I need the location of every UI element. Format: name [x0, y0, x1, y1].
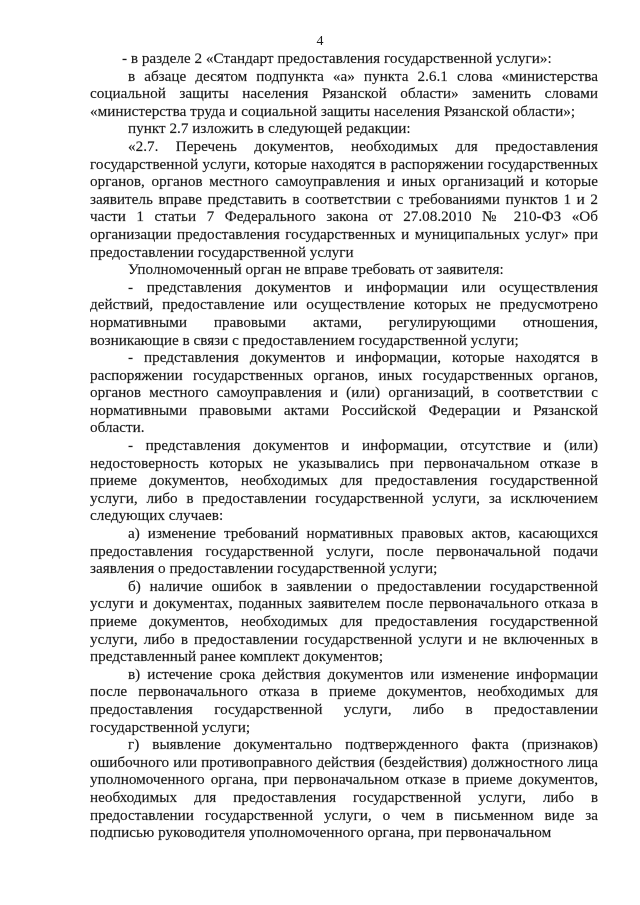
- paragraph-section-2-heading: - в разделе 2 «Стандарт предоставления государственной услуги»:: [122, 50, 552, 67]
- paragraph-authority-restrictions: Уполномоченный орган не вправе требовать от заявителя:: [128, 261, 504, 279]
- paragraph-item-2: - представления документов и информации, которые находятся в распоряжении государственных органов, иных государственных органов, органов местного самоуправления и (или) организаций, в соответствии с нормативными правовыми актами Российской Федерации и Рязанской области.: [90, 349, 598, 437]
- paragraph-case-g: г) выявление документально подтвержденного факта (признаков) ошибочного или противоправного действия (бездействия) должностного лица уполномоченного органа, при первоначальном отказе в приеме документов, необходимых для предоставления государственной услуги, либо в предоставлении государственной услуги, о чем в письменном виде за подписью руководителя уполномоченного органа, при первоначальном: [90, 736, 598, 842]
- page-number: 4: [316, 34, 324, 49]
- paragraph-case-b: б) наличие ошибок в заявлении о предоставлении государственной услуги и документах, поданных заявителем после первоначального отказа в приеме документов, необходимых для предоставления государственной услуги, либо в предоставлении государственной услуги и не включенных в представленный ранее комплект документов;: [90, 577, 598, 666]
- paragraph-item-3: - представления документов и информации, отсутствие и (или) недостоверность которых не указывались при первоначальном отказе в приеме документов, необходимых для предоставления государственной услуги, либо в предоставлении государственной услуги, за исключением следующих случаев:: [90, 437, 598, 525]
- paragraph-2-7-text: «2.7. Перечень документов, необходимых для предоставления государственной услуги, которые находятся в распоряжении государственных органов, органов местного самоуправления и иных организаций и которые заявитель вправе представить в соответствии с требованиями пунктов 1 и 2 части 1 статьи 7 Федерального закона от 27.08.2010 № 210-ФЗ «Об организации предоставления государственных и муниципальных услуг» при предоставлении государственной услуги: [90, 137, 598, 261]
- paragraph-2-6-1-amendment: в абзаце десятом подпункта «а» пункта 2.6.1 слова «министерства социальной защиты населения Рязанской области» заменить словами «министерства труда и социальной защиты населения Рязанской области»;: [90, 67, 598, 120]
- paragraph-2-7-intro: пункт 2.7 изложить в следующей редакции:: [128, 120, 411, 138]
- paragraph-item-1: - представления документов и информации или осуществления действий, предоставление или осуществление которых не предусмотрено нормативными правовыми актами, регулирующими отношения, возникающие в связи с предоставлением государственной услуги;: [90, 278, 598, 349]
- paragraph-case-a: а) изменение требований нормативных правовых актов, касающихся предоставления государственной услуги, после первоначальной подачи заявления о предоставлении государственной услуги;: [90, 525, 598, 578]
- paragraph-case-v: в) истечение срока действия документов или изменение информации после первоначального отказа в приеме документов, необходимых для предоставления государственной услуги, либо в предоставлении государственной услуги;: [90, 665, 598, 736]
- document-body: [90, 50, 598, 842]
